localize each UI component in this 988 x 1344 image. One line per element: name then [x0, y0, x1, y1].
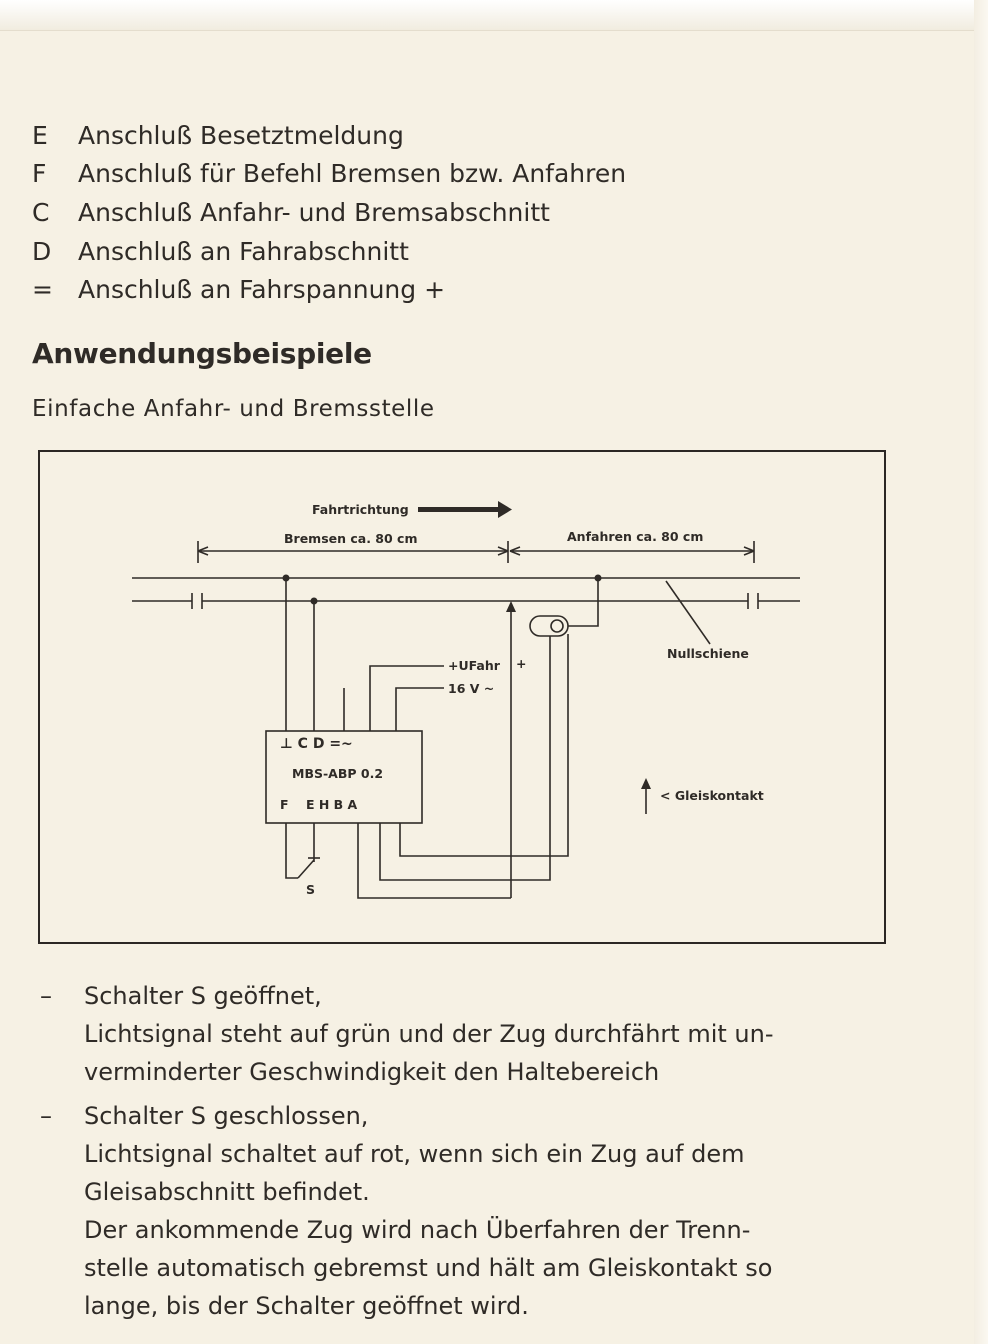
explanation-line: Lichtsignal steht auf grün und der Zug durchfährt mit un-: [84, 1020, 774, 1048]
legend-key: E: [32, 120, 48, 150]
contact-legend-arrow: [641, 778, 651, 814]
voltage-plus-label: +: [516, 656, 527, 671]
explanation-line: lange, bis der Schalter geöffnet wird.: [84, 1292, 529, 1320]
page-right-edge: [974, 0, 988, 1344]
explanation-line: stelle automatisch gebremst und hält am Gleiskontakt so: [84, 1254, 773, 1282]
module-bottom-pins: F E H B A: [280, 797, 358, 812]
dimension-start-section: [510, 541, 754, 563]
explanation-line: Der ankommende Zug wird nach Überfahren der Trenn-: [84, 1216, 751, 1244]
page-top-edge: [0, 0, 988, 31]
track-contact-wire: [358, 601, 516, 898]
legend-text: Anschluß an Fahrspannung +: [78, 275, 446, 305]
dash-bullet: –: [40, 1102, 52, 1130]
explanation-item: [40, 977, 968, 1091]
signal-lamp: [530, 578, 598, 636]
switch-label: S: [306, 882, 316, 897]
section-subheading: Einfache Anfahr- und Bremsstelle: [32, 396, 435, 422]
legend-item: [32, 193, 626, 232]
legend-item: [32, 232, 626, 271]
legend-text: Anschluß an Fahrabschnitt: [78, 236, 409, 266]
legend-text: Anschluß Besetztmeldung: [78, 120, 404, 150]
ac-voltage-label: 16 V ~: [448, 681, 495, 696]
explanation-line: Schalter S geschlossen,: [84, 1102, 369, 1130]
wiring-diagram-drawing: [40, 452, 888, 946]
module-top-pins: ⊥ C D =~: [280, 736, 353, 752]
junction-dots: [283, 575, 602, 605]
switch-s: [286, 823, 320, 878]
explanation-list: [40, 977, 968, 1331]
isolation-gap: [748, 593, 758, 609]
start-section-label: Anfahren ca. 80 cm: [567, 529, 704, 544]
wiring-diagram: [38, 450, 886, 944]
dash-bullet: –: [40, 982, 52, 1010]
legend-list: [32, 116, 626, 309]
legend-key: =: [32, 275, 53, 305]
legend-text: Anschluß für Befehl Bremsen bzw. Anfahren: [78, 159, 627, 189]
brake-section-label: Bremsen ca. 80 cm: [284, 531, 418, 546]
nullschiene-label: Nullschiene: [667, 646, 749, 661]
direction-label: Fahrtrichtung: [312, 502, 409, 517]
contact-legend-label: < Gleiskontakt: [660, 788, 764, 803]
module-name: MBS-ABP 0.2: [292, 766, 384, 781]
nullschiene-pointer: [666, 581, 710, 644]
explanation-line: verminderter Geschwindigkeit den Haltebereich: [84, 1058, 660, 1086]
legend-key: D: [32, 236, 52, 266]
isolation-gap: [192, 593, 202, 609]
section-heading: Anwendungsbeispiele: [32, 337, 372, 370]
explanation-item: [40, 1097, 968, 1325]
explanation-line: Lichtsignal schaltet auf rot, wenn sich ein Zug auf dem: [84, 1140, 745, 1168]
legend-item: [32, 155, 626, 194]
explanation-line: Gleisabschnitt befindet.: [84, 1178, 370, 1206]
legend-item: [32, 270, 626, 309]
legend-item: [32, 116, 626, 155]
direction-arrow: [418, 501, 512, 518]
legend-key: F: [32, 159, 47, 189]
legend-text: Anschluß Anfahr- und Bremsabschnitt: [78, 197, 550, 227]
explanation-line: Schalter S geöffnet,: [84, 982, 322, 1010]
voltage-label: +UFahr: [448, 658, 500, 673]
legend-key: C: [32, 197, 50, 227]
